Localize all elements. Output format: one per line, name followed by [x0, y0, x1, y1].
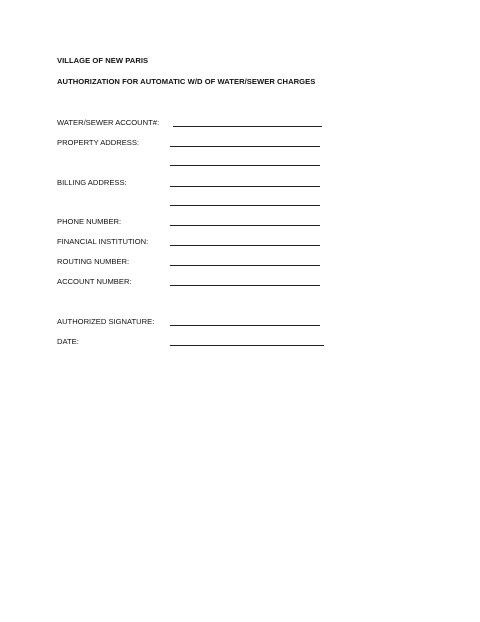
form-title: AUTHORIZATION FOR AUTOMATIC W/D OF WATER/SEWER CHARGES — [57, 77, 316, 86]
routing-number-label: ROUTING NUMBER: — [57, 257, 130, 266]
property-address-line-1[interactable] — [170, 146, 320, 147]
financial-institution-line[interactable] — [170, 245, 320, 246]
property-address-line-2[interactable] — [170, 165, 320, 166]
account-number-line[interactable] — [170, 285, 320, 286]
routing-number-line[interactable] — [170, 265, 320, 266]
date-label: DATE: — [57, 337, 79, 346]
billing-address-label: BILLING ADDRESS: — [57, 178, 127, 187]
billing-address-line-1[interactable] — [170, 186, 320, 187]
authorized-signature-label: AUTHORIZED SIGNATURE: — [57, 317, 155, 326]
water-sewer-account-line[interactable] — [173, 126, 322, 127]
property-address-label: PROPERTY ADDRESS: — [57, 138, 140, 147]
phone-number-label: PHONE NUMBER: — [57, 217, 122, 226]
billing-address-line-2[interactable] — [170, 205, 320, 206]
date-line[interactable] — [170, 345, 324, 346]
account-number-label: ACCOUNT NUMBER: — [57, 277, 132, 286]
org-name: VILLAGE OF NEW PARIS — [57, 56, 149, 65]
water-sewer-account-label: WATER/SEWER ACCOUNT#: — [57, 118, 160, 127]
authorized-signature-line[interactable] — [170, 325, 320, 326]
phone-number-line[interactable] — [170, 225, 320, 226]
financial-institution-label: FINANCIAL INSTITUTION: — [57, 237, 149, 246]
